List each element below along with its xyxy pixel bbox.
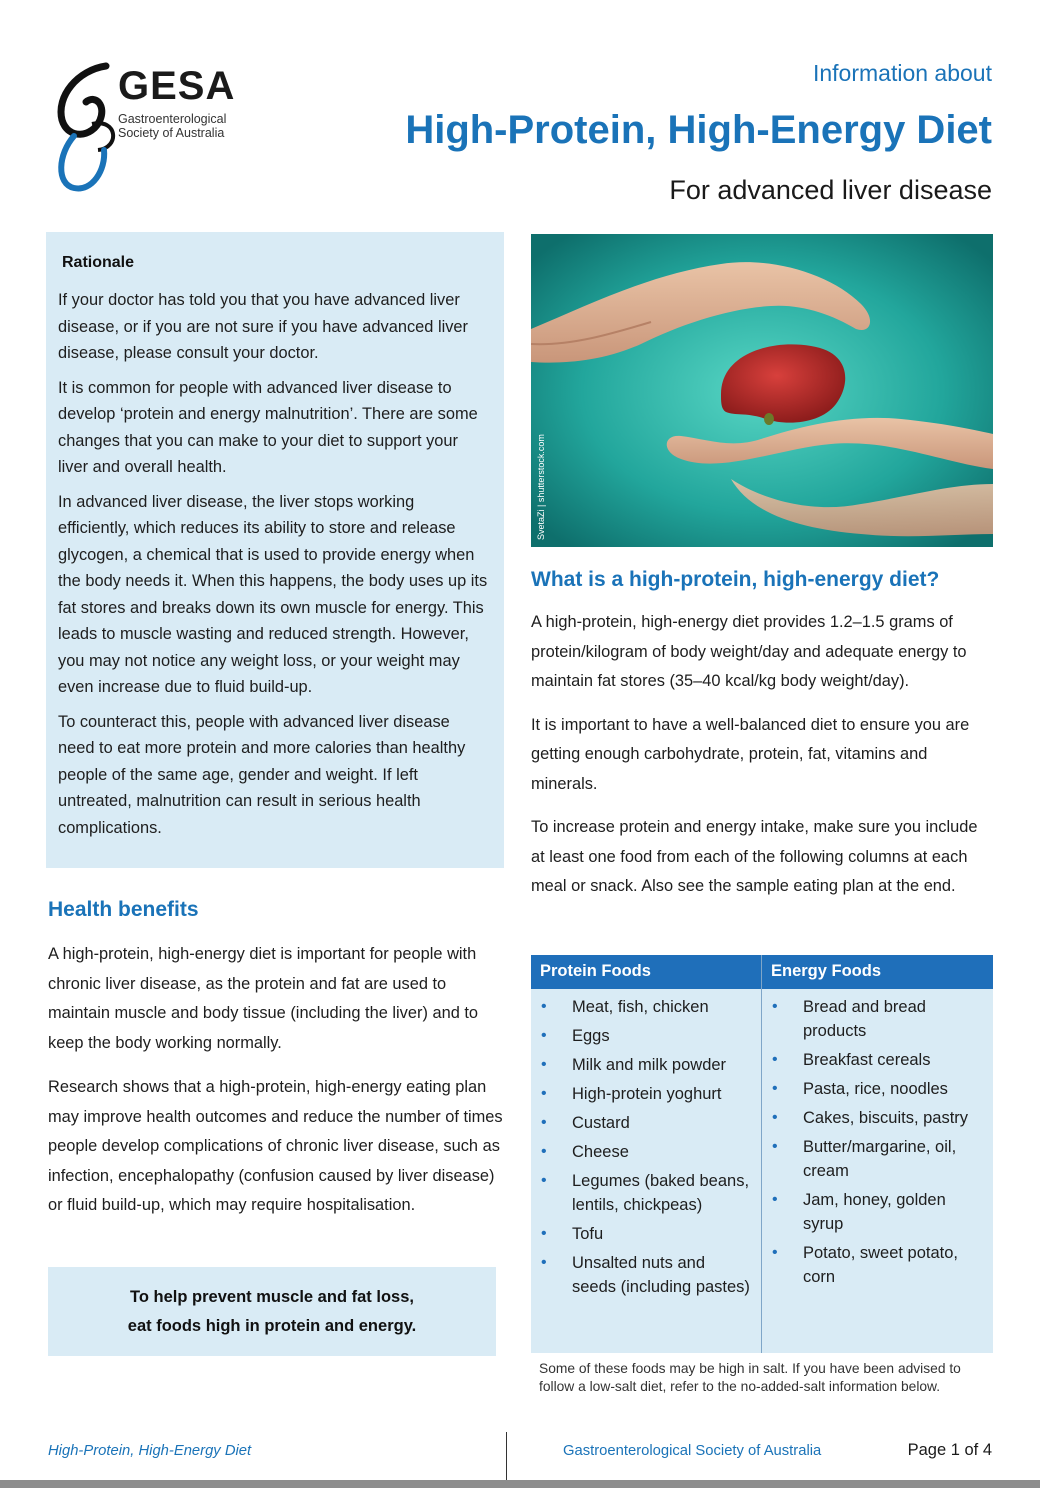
protein-foods-header: Protein Foods: [540, 962, 651, 980]
food-list-item: • Milk and milk powder: [541, 1053, 753, 1077]
info-about-label: Information about: [812, 60, 992, 86]
column-divider: [761, 955, 762, 1353]
what-is-text: [531, 608, 993, 916]
food-list-item: • Jam, honey, golden syrup: [772, 1188, 984, 1236]
photo-credit: SvetaZi | shutterstock.com: [536, 434, 546, 540]
health-paragraph: Research shows that a high-protein, high-energy eating plan may improve health outcomes and reduce the number of times people develop complications of chronic liver disease, such as infection, encephalopathy (confusion caused by liver disease) or fluid build-up, which may require hospitalisation.: [48, 1078, 503, 1214]
rationale-paragraph: To counteract this, people with advanced liver disease need to eat more protein and more calories than healthy people of the same age, gender and weight. If left untreated, malnutrition can result in serious health complications.: [58, 712, 466, 837]
energy-foods-list: [772, 995, 984, 1294]
rationale-paragraph: If your doctor has told you that you have advanced liver disease, or if you are not sure if you have advanced liver disease, please consult your doctor.: [58, 291, 468, 362]
callout-box: [48, 1267, 496, 1356]
page-number: Page 1 of 4: [907, 1441, 992, 1459]
food-list-item: • Eggs: [541, 1024, 753, 1048]
food-list-item: • Custard: [541, 1111, 753, 1135]
page-bottom-edge: [0, 1480, 1040, 1488]
rationale-heading: Rationale: [62, 254, 135, 271]
food-list-item: • Pasta, rice, noodles: [772, 1077, 984, 1101]
what-paragraph: It is important to have a well-balanced diet to ensure you are getting enough carbohydrate, protein, fat, vitamins and minerals.: [531, 715, 970, 793]
what-paragraph: To increase protein and energy intake, make sure you include at least one food from each of the following columns at each meal or snack. Also see the sample eating plan at the end.: [531, 818, 978, 895]
logo-wordmark: GESA: [118, 64, 236, 108]
liver-hands-photo: [531, 234, 993, 547]
logo-subtitle: Gastroenterological Society of Australia: [118, 112, 227, 140]
food-list-item: • High-protein yoghurt: [541, 1082, 753, 1106]
food-list-item: • Meat, fish, chicken: [541, 995, 753, 1019]
energy-foods-header: Energy Foods: [771, 962, 882, 980]
health-paragraph: A high-protein, high-energy diet is important for people with chronic liver disease, as the protein and fat are used to maintain muscle and body tissue (including the liver) and to keep the body working normally.: [48, 945, 479, 1052]
food-list-item: • Unsalted nuts and seeds (including pastes): [541, 1251, 753, 1299]
food-list-item: • Butter/margarine, oil, cream: [772, 1135, 984, 1183]
footer-divider: [506, 1432, 507, 1480]
food-list-item: • Potato, sweet potato, corn: [772, 1241, 984, 1289]
callout-text: To help prevent muscle and fat loss, eat foods high in protein and energy.: [127, 1287, 417, 1335]
food-table-header: [531, 955, 993, 989]
table-note: Some of these foods may be high in salt. If you have been advised to follow a low-salt diet, refer to the no-added-salt information below.: [539, 1361, 961, 1394]
protein-foods-list: [541, 995, 753, 1304]
food-list-item: • Cheese: [541, 1140, 753, 1164]
rationale-box: [46, 232, 504, 868]
page-title: High-Protein, High-Energy Diet: [405, 108, 992, 152]
what-paragraph: A high-protein, high-energy diet provides 1.2–1.5 grams of protein/kilogram of body weight/day and adequate energy to maintain fat stores (35–40 kcal/kg body weight/day).: [531, 613, 967, 690]
food-list-item: • Breakfast cereals: [772, 1048, 984, 1072]
food-list-item: • Tofu: [541, 1222, 753, 1246]
health-benefits-heading: Health benefits: [48, 898, 199, 921]
health-benefits-text: [48, 940, 510, 1236]
food-list-item: • Bread and bread products: [772, 995, 984, 1043]
footer-organisation: Gastroenterological Society of Australia: [563, 1443, 822, 1459]
liver-hands-illustration: [531, 234, 993, 547]
footer-document-title: High-Protein, High-Energy Diet: [48, 1443, 252, 1459]
rationale-paragraph: It is common for people with advanced liver disease to develop ‘protein and energy malnutrition’. There are some changes that you can make to your diet to support your liver and overall health.: [58, 378, 478, 476]
food-list-item: • Cakes, biscuits, pastry: [772, 1106, 984, 1130]
food-table: [531, 955, 993, 1353]
page-subtitle: For advanced liver disease: [669, 175, 992, 205]
what-is-heading: What is a high-protein, high-energy diet?: [531, 568, 940, 591]
rationale-paragraph: In advanced liver disease, the liver stops working efficiently, which reduces its ability to store and release glycogen, a chemical that is used to provide energy when the body needs it. When this happens, the body uses up its fat stores and breaks down its own muscle for energy. This leads to muscle wasting and reduced strength. However, you may not notice any weight loss, or your weight may even increase due to fluid build-up.: [58, 492, 488, 696]
food-list-item: • Legumes (baked beans, lentils, chickpeas): [541, 1169, 753, 1217]
